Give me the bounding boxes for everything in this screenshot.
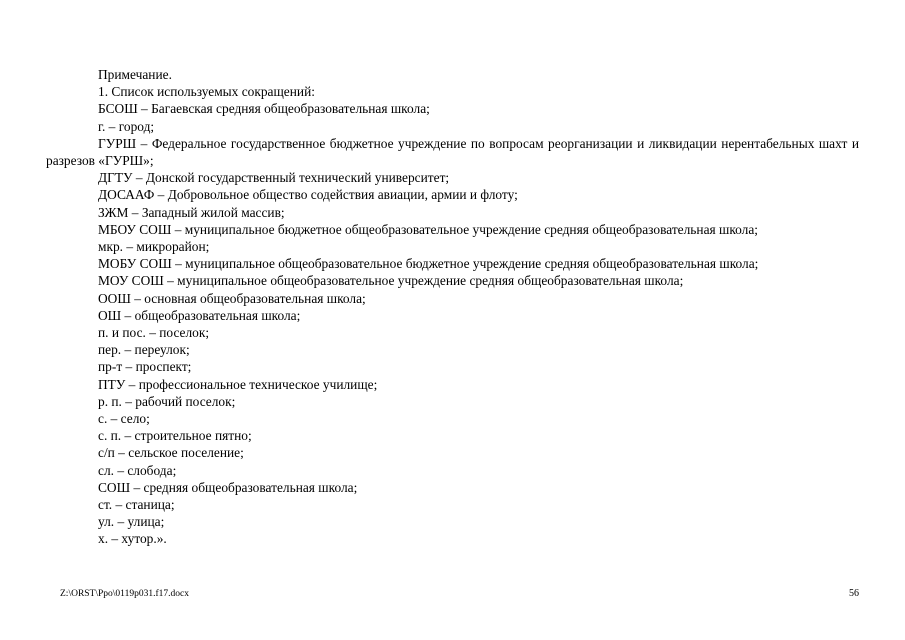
- abbreviation-item: МОУ СОШ – муниципальное общеобразовательное учреждение средняя общеобразовательная школа;: [98, 273, 684, 289]
- abbreviation-item: х. – хутор.».: [98, 531, 167, 547]
- abbreviation-item: пер. – переулок;: [98, 342, 190, 358]
- abbreviation-item: пр-т – проспект;: [98, 359, 192, 375]
- abbreviation-item: МОБУ СОШ – муниципальное общеобразовательное бюджетное учреждение средняя общеобразовательная школа;: [98, 256, 759, 272]
- abbreviation-item: р. п. – рабочий поселок;: [98, 393, 236, 409]
- abbreviation-item: ст. – станица;: [98, 497, 175, 513]
- abbreviation-item: ул. – улица;: [98, 514, 165, 530]
- abbreviation-item: БСОШ – Багаевская средняя общеобразовательная школа;: [98, 101, 430, 117]
- abbreviation-item: СОШ – средняя общеобразовательная школа;: [98, 479, 358, 495]
- abbreviation-item: г. – город;: [98, 118, 155, 134]
- footer-page-number: 56: [849, 588, 859, 599]
- abbreviation-item: ГУРШ – Федеральное государственное бюджетное учреждение по вопросам реорганизации и ликвидации нерентабельных шахт и разрезов «ГУРШ»;: [46, 135, 859, 169]
- abbreviation-item: мкр. – микрорайон;: [98, 239, 210, 255]
- list-heading: 1. Список используемых сокращений:: [98, 84, 315, 100]
- abbreviation-item: ДОСААФ – Добровольное общество содействия авиации, армии и флоту;: [98, 187, 518, 203]
- abbreviation-item: с/п – сельское поселение;: [98, 445, 244, 461]
- abbreviation-item: ООШ – основная общеобразовательная школа;: [98, 290, 366, 306]
- abbreviation-item: с. – село;: [98, 411, 150, 427]
- document-body: [46, 66, 859, 548]
- abbreviation-item: ПТУ – профессиональное техническое училище;: [98, 376, 378, 392]
- abbreviation-item: ОШ – общеобразовательная школа;: [98, 307, 301, 323]
- footer-file-path: Z:\ORST\Ppo\0119p031.f17.docx: [60, 589, 189, 599]
- note-title: Примечание.: [98, 67, 172, 82]
- abbreviation-item: ДГТУ – Донской государственный технический университет;: [98, 170, 450, 186]
- abbreviation-item: сл. – слобода;: [98, 462, 177, 478]
- abbreviation-item: с. п. – строительное пятно;: [98, 428, 252, 444]
- abbreviation-item: п. и пос. – поселок;: [98, 325, 210, 341]
- abbreviation-item: ЗЖМ – Западный жилой массив;: [98, 204, 285, 220]
- abbreviation-item: МБОУ СОШ – муниципальное бюджетное общеобразовательное учреждение средняя общеобразовательная школа;: [98, 221, 759, 237]
